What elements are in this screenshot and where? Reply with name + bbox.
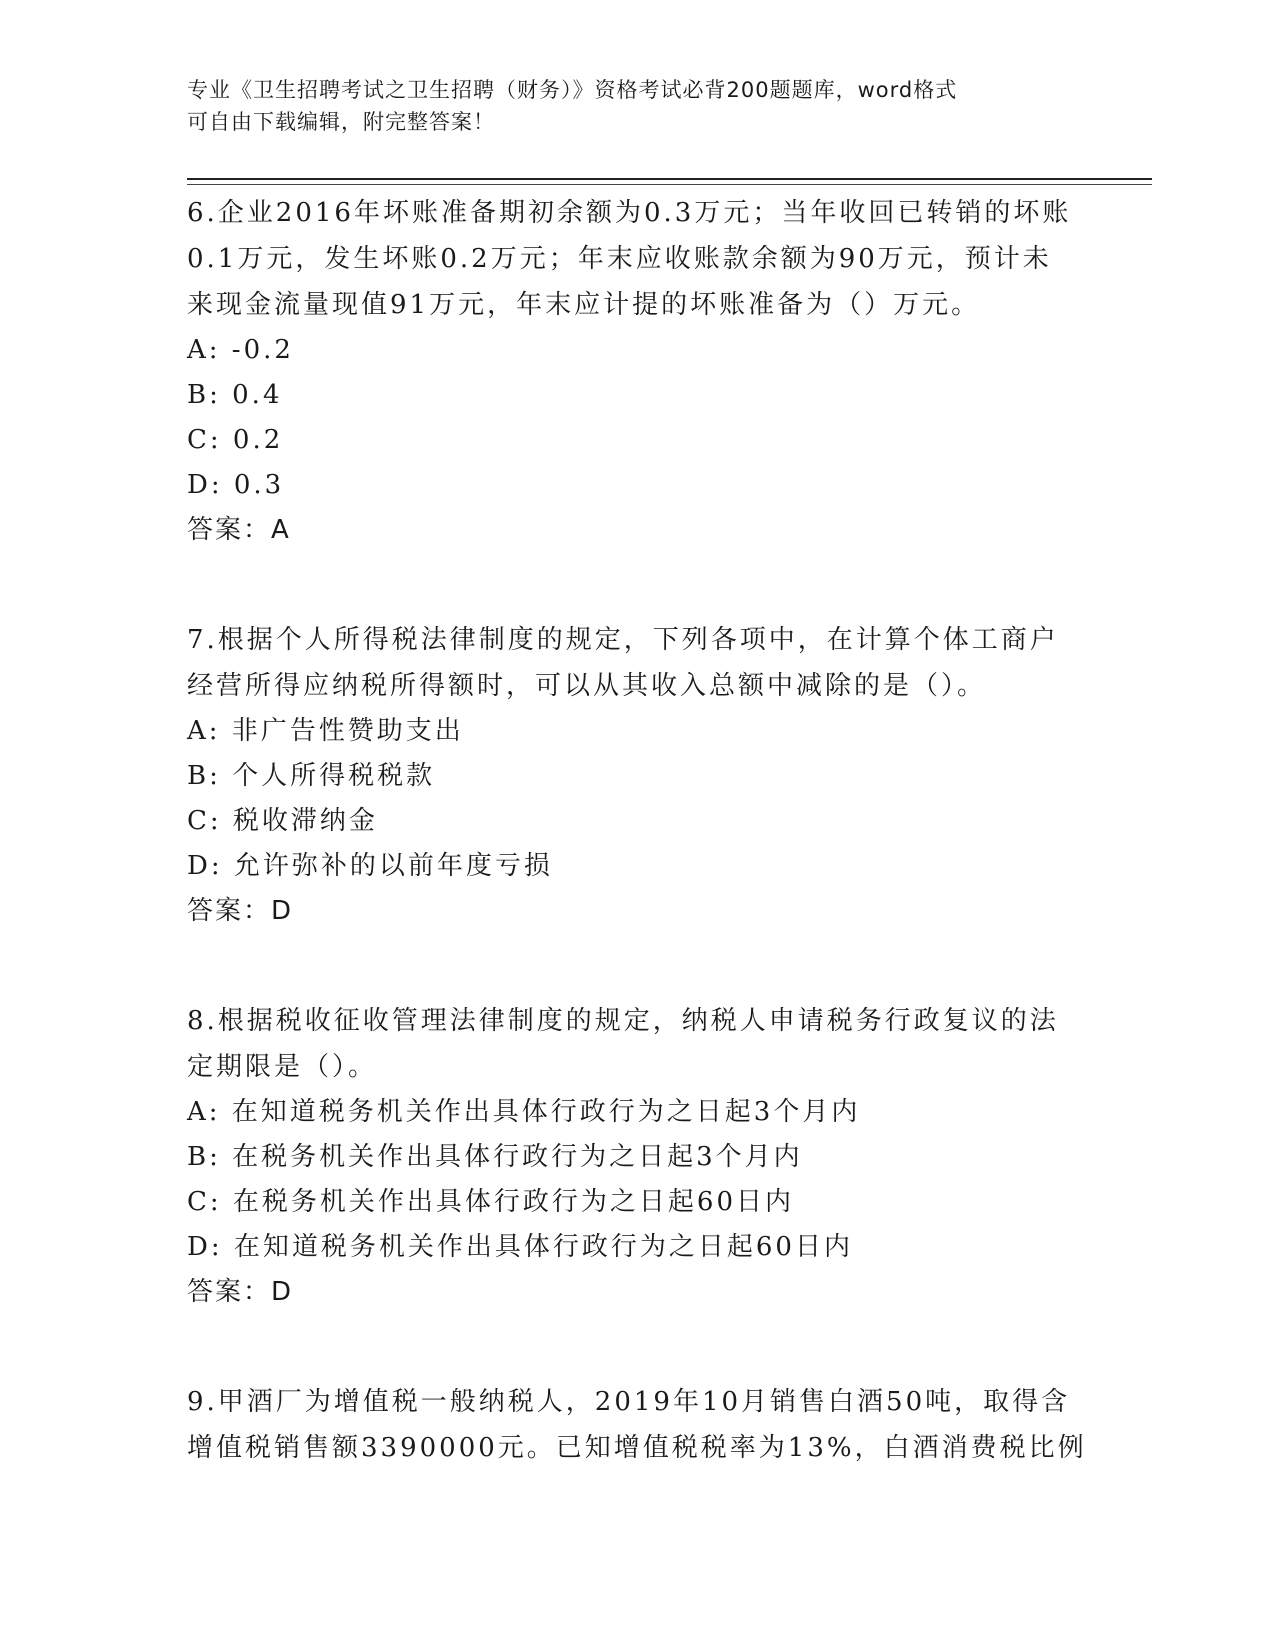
option-a: A: 在知道税务机关作出具体行政行为之日起3个月内 (187, 1097, 861, 1127)
question-text-line: 增值税销售额3390000元。已知增值税税率为13%，白酒消费税比例 (187, 1433, 1087, 1463)
option-b: B: 在税务机关作出具体行政行为之日起3个月内 (187, 1142, 803, 1172)
option-d: D: 0.3 (187, 470, 285, 500)
question-spacer (187, 1315, 1087, 1379)
question-text-line: 7.根据个人所得税法律制度的规定，下列各项中，在计算个体工商户 (187, 625, 1059, 655)
question-spacer (187, 553, 1087, 617)
question-6 (187, 190, 1087, 553)
option-c: C: 税收滞纳金 (187, 806, 378, 836)
option-d: D: 在知道税务机关作出具体行政行为之日起60日内 (187, 1232, 853, 1262)
option-a: A: 非广告性赞助支出 (187, 716, 464, 746)
question-9 (187, 1379, 1087, 1471)
question-8 (187, 998, 1087, 1315)
option-a: A: -0.2 (187, 335, 294, 365)
question-spacer (187, 934, 1087, 998)
question-text-line: 来现金流量现值91万元，年末应计提的坏账准备为（）万元。 (187, 290, 981, 320)
header-line-2: 可自由下载编辑，附完整答案！ (187, 110, 495, 134)
option-c: C: 0.2 (187, 425, 284, 455)
answer-label: 答案：D (187, 896, 294, 926)
question-7 (187, 617, 1087, 934)
answer-label: 答案：A (187, 515, 291, 545)
question-list (187, 190, 1087, 1471)
option-d: D: 允许弥补的以前年度亏损 (187, 851, 553, 881)
page-header (187, 74, 1087, 138)
header-line-1: 专业《卫生招聘考试之卫生招聘（财务）》资格考试必背200题题库，word格式 (187, 78, 958, 102)
question-text-line: 8.根据税收征收管理法律制度的规定，纳税人申请税务行政复议的法 (187, 1006, 1059, 1036)
option-b: B: 0.4 (187, 380, 283, 410)
option-b: B: 个人所得税税款 (187, 761, 436, 791)
question-text-line: 0.1万元，发生坏账0.2万元；年末应收账款余额为90万元，预计未 (187, 244, 1052, 274)
question-text-line: 6.企业2016年坏账准备期初余额为0.3万元；当年收回已转销的坏账 (187, 198, 1072, 228)
option-c: C: 在税务机关作出具体行政行为之日起60日内 (187, 1187, 795, 1217)
answer-label: 答案：D (187, 1277, 294, 1307)
question-text-line: 经营所得应纳税所得额时，可以从其收入总额中减除的是（）。 (187, 671, 987, 701)
header-divider-thick (187, 178, 1152, 180)
question-text-line: 定期限是（）。 (187, 1052, 378, 1082)
question-text-line: 9.甲酒厂为增值税一般纳税人，2019年10月销售白酒50吨，取得含 (187, 1387, 1071, 1417)
header-divider-thin (187, 184, 1152, 185)
